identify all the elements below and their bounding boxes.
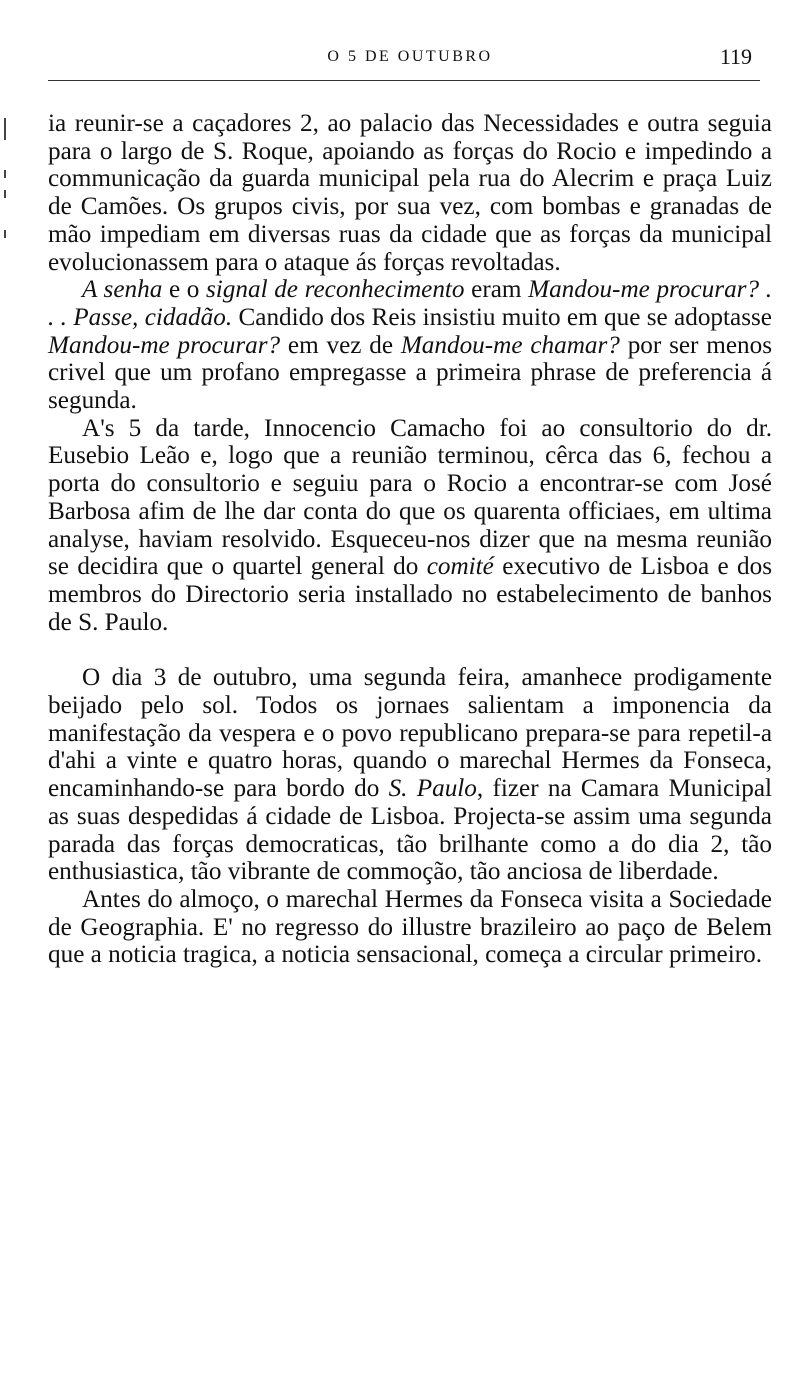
body-text [48, 110, 772, 969]
italic-phrase: signal de reconhecimento [205, 276, 465, 304]
text-run: , fizer na Camara Municipal as suas despedidas á cidade de Lisboa. Projecta-se assim uma segunda parada das forças democraticas, tão brilhante como a do dia 2, tão enthusiastica, tão vibrante de commoção, tão anciosa de liberdade. [48, 775, 772, 886]
running-head [60, 44, 760, 74]
text-run: e o [162, 276, 206, 304]
italic-phrase: Mandou-me procurar? [48, 331, 281, 359]
running-title: O 5 DE OUTUBRO [327, 48, 493, 65]
text-run: executivo de Lisboa e dos membros do Directorio seria installado no estabelecimento de banhos de S. Paulo. [48, 553, 773, 636]
text-run: A's 5 da tarde, Innocencio Camacho foi ao consultorio do dr. Eusebio Leão e, logo que a reunião terminou, cêrca das 6, fechou a porta do consultorio e seguiu para o Rocio a encontrar-se com José Barbosa afim de lhe dar conta do que os quarenta officiaes, em ultima analyse, haviam resolvido. Esqueceu-nos dizer que na mesma reunião se decidira que o quartel general do [48, 414, 772, 581]
header-rule [48, 80, 760, 81]
paragraph [48, 886, 772, 969]
italic-phrase: comité [426, 553, 494, 581]
paragraph [48, 276, 772, 415]
text-run: eram [464, 276, 529, 304]
page-number: 119 [719, 44, 752, 69]
margin-marks [4, 118, 8, 248]
italic-phrase: Mandou-me chamar? [400, 331, 620, 359]
paragraph [48, 110, 772, 276]
italic-phrase: Mandou-me procurar? . . . Passe, cidadão. [48, 276, 772, 331]
text-run: O dia 3 de outubro, uma segunda feira, amanhece prodigamente beijado pelo sol. Todos os jornaes salientam a imponencia da manifestação da vespera e o povo republicano prepara-se para repetil-a d'ahi a vinte e quatro horas, quando o marechal Hermes da Fonseca, encaminhando-se para bordo do [48, 664, 772, 803]
text-run: Candido dos Reis insistiu muito em que se adoptasse [232, 303, 772, 331]
text-run: Antes do almoço, o marechal Hermes da Fonseca visita a Sociedade de Geographia. E' no regresso do illustre brazileiro ao paço de Belem que a noticia tragica, a noticia sensacional, começa a circular primeiro. [48, 885, 772, 969]
italic-phrase: A senha [82, 276, 163, 304]
paragraph [48, 664, 772, 886]
text-run: em vez de [280, 331, 401, 359]
text-run: por ser menos crivel que um profano empregasse a primeira phrase de preferencia á segunda. [48, 331, 772, 415]
text-run: ia reunir-se a caçadores 2, ao palacio das Necessidades e outra seguia para o largo de S. Roque, apoiando as forças do Rocio e impedindo a communicação da guarda municipal pela rua do Alecrim e praça Luiz de Camões. Os grupos civis, por sua vez, com bombas e granadas de mão impediam em diversas ruas da cidade que as forças da municipal evolucionassem para o ataque ás forças revoltadas. [48, 110, 772, 276]
paragraph [48, 415, 772, 637]
italic-phrase: S. Paulo [388, 775, 477, 803]
